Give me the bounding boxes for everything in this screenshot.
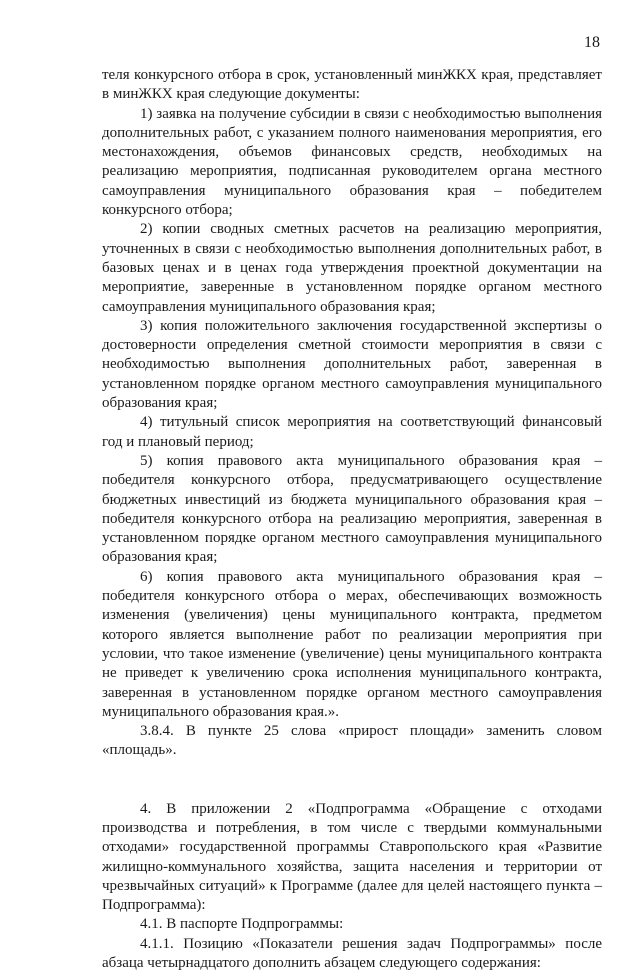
paragraph-3-8-4: 3.8.4. В пункте 25 слова «прирост площади» заменить словом «площадь». — [102, 723, 602, 759]
paragraph-item-5: 5) копия правового акта муниципального образования края – победителя конкурсного отбора, предусматривающего осуществление бюджетных инвестиций из бюджета муниципального образования края – победителя конкурсного отбора на реализацию мероприятия, заверенная в установленном порядке органом местного самоуправления муниципального образования края; — [102, 452, 602, 566]
paragraph-item-2: 2) копии сводных сметных расчетов на реализацию мероприятия, уточненных в связи с необходимостью выполнения дополнительных работ, в базовых ценах и в ценах года утверждения проектной документации на мероприятие, заверенные в установленном порядке органом местного самоуправления муниципального образования края; — [102, 221, 602, 315]
paragraph-4-1: 4.1. В паспорте Подпрограммы: — [140, 916, 344, 933]
paragraph-item-3: 3) копия положительного заключения государственной экспертизы о достоверности определения сметной стоимости мероприятия в связи с необходимостью выполнения дополнительных работ, заверенная в установленном порядке органом местного самоуправления муниципального образования края; — [102, 317, 602, 412]
paragraph-item-1: 1) заявка на получение субсидии в связи с необходимостью выполнения дополнительных работ, с указанием полного наименования мероприятия, его местонахождения, объемов финансовых средств, необходимых на реализацию мероприятия, подписанная руководителем органа местного самоуправления муниципального образования края – победителем конкурсного отбора; — [102, 105, 602, 219]
paragraph-4: 4. В приложении 2 «Подпрограмма «Обращение с отходами производства и потребления, в том числе с твердыми коммунальными отходами» государственной программы Ставропольского края «Развитие жилищно-коммунального хозяйства, защита населения и территории от чрезвычайных ситуаций» к Программе (далее для целей настоящего пункта – Подпрограмма): — [102, 800, 602, 914]
paragraph-item-6: 6) копия правового акта муниципального образования края – победителя конкурсного отбора о мерах, обеспечивающих возможность изменения (увеличения) цены муниципального контракта, предметом которого является выполнение работ по реализации мероприятия при условии, что такое изменение (увеличение) цены муниципального контракта не приведет к увеличению срока исполнения муниципального контракта, заверенная в установленном порядке органом местного самоуправления муниципального образования края.». — [102, 568, 602, 720]
paragraph-4-1-1: 4.1.1. Позицию «Показатели решения задач Подпрограммы» после абзаца четырнадцатого дополнить абзацем следующего содержания: — [102, 935, 602, 972]
section-spacer — [102, 761, 602, 800]
page-number: 18 — [584, 34, 600, 51]
paragraph-item-4: 4) титульный список мероприятия на соответствующий финансовый год и плановый период; — [102, 414, 602, 450]
document-body — [102, 66, 602, 973]
paragraph-continuation: теля конкурсного отбора в срок, установленный минЖКХ края, представляет в минЖКХ края следующие документы: — [102, 67, 602, 103]
